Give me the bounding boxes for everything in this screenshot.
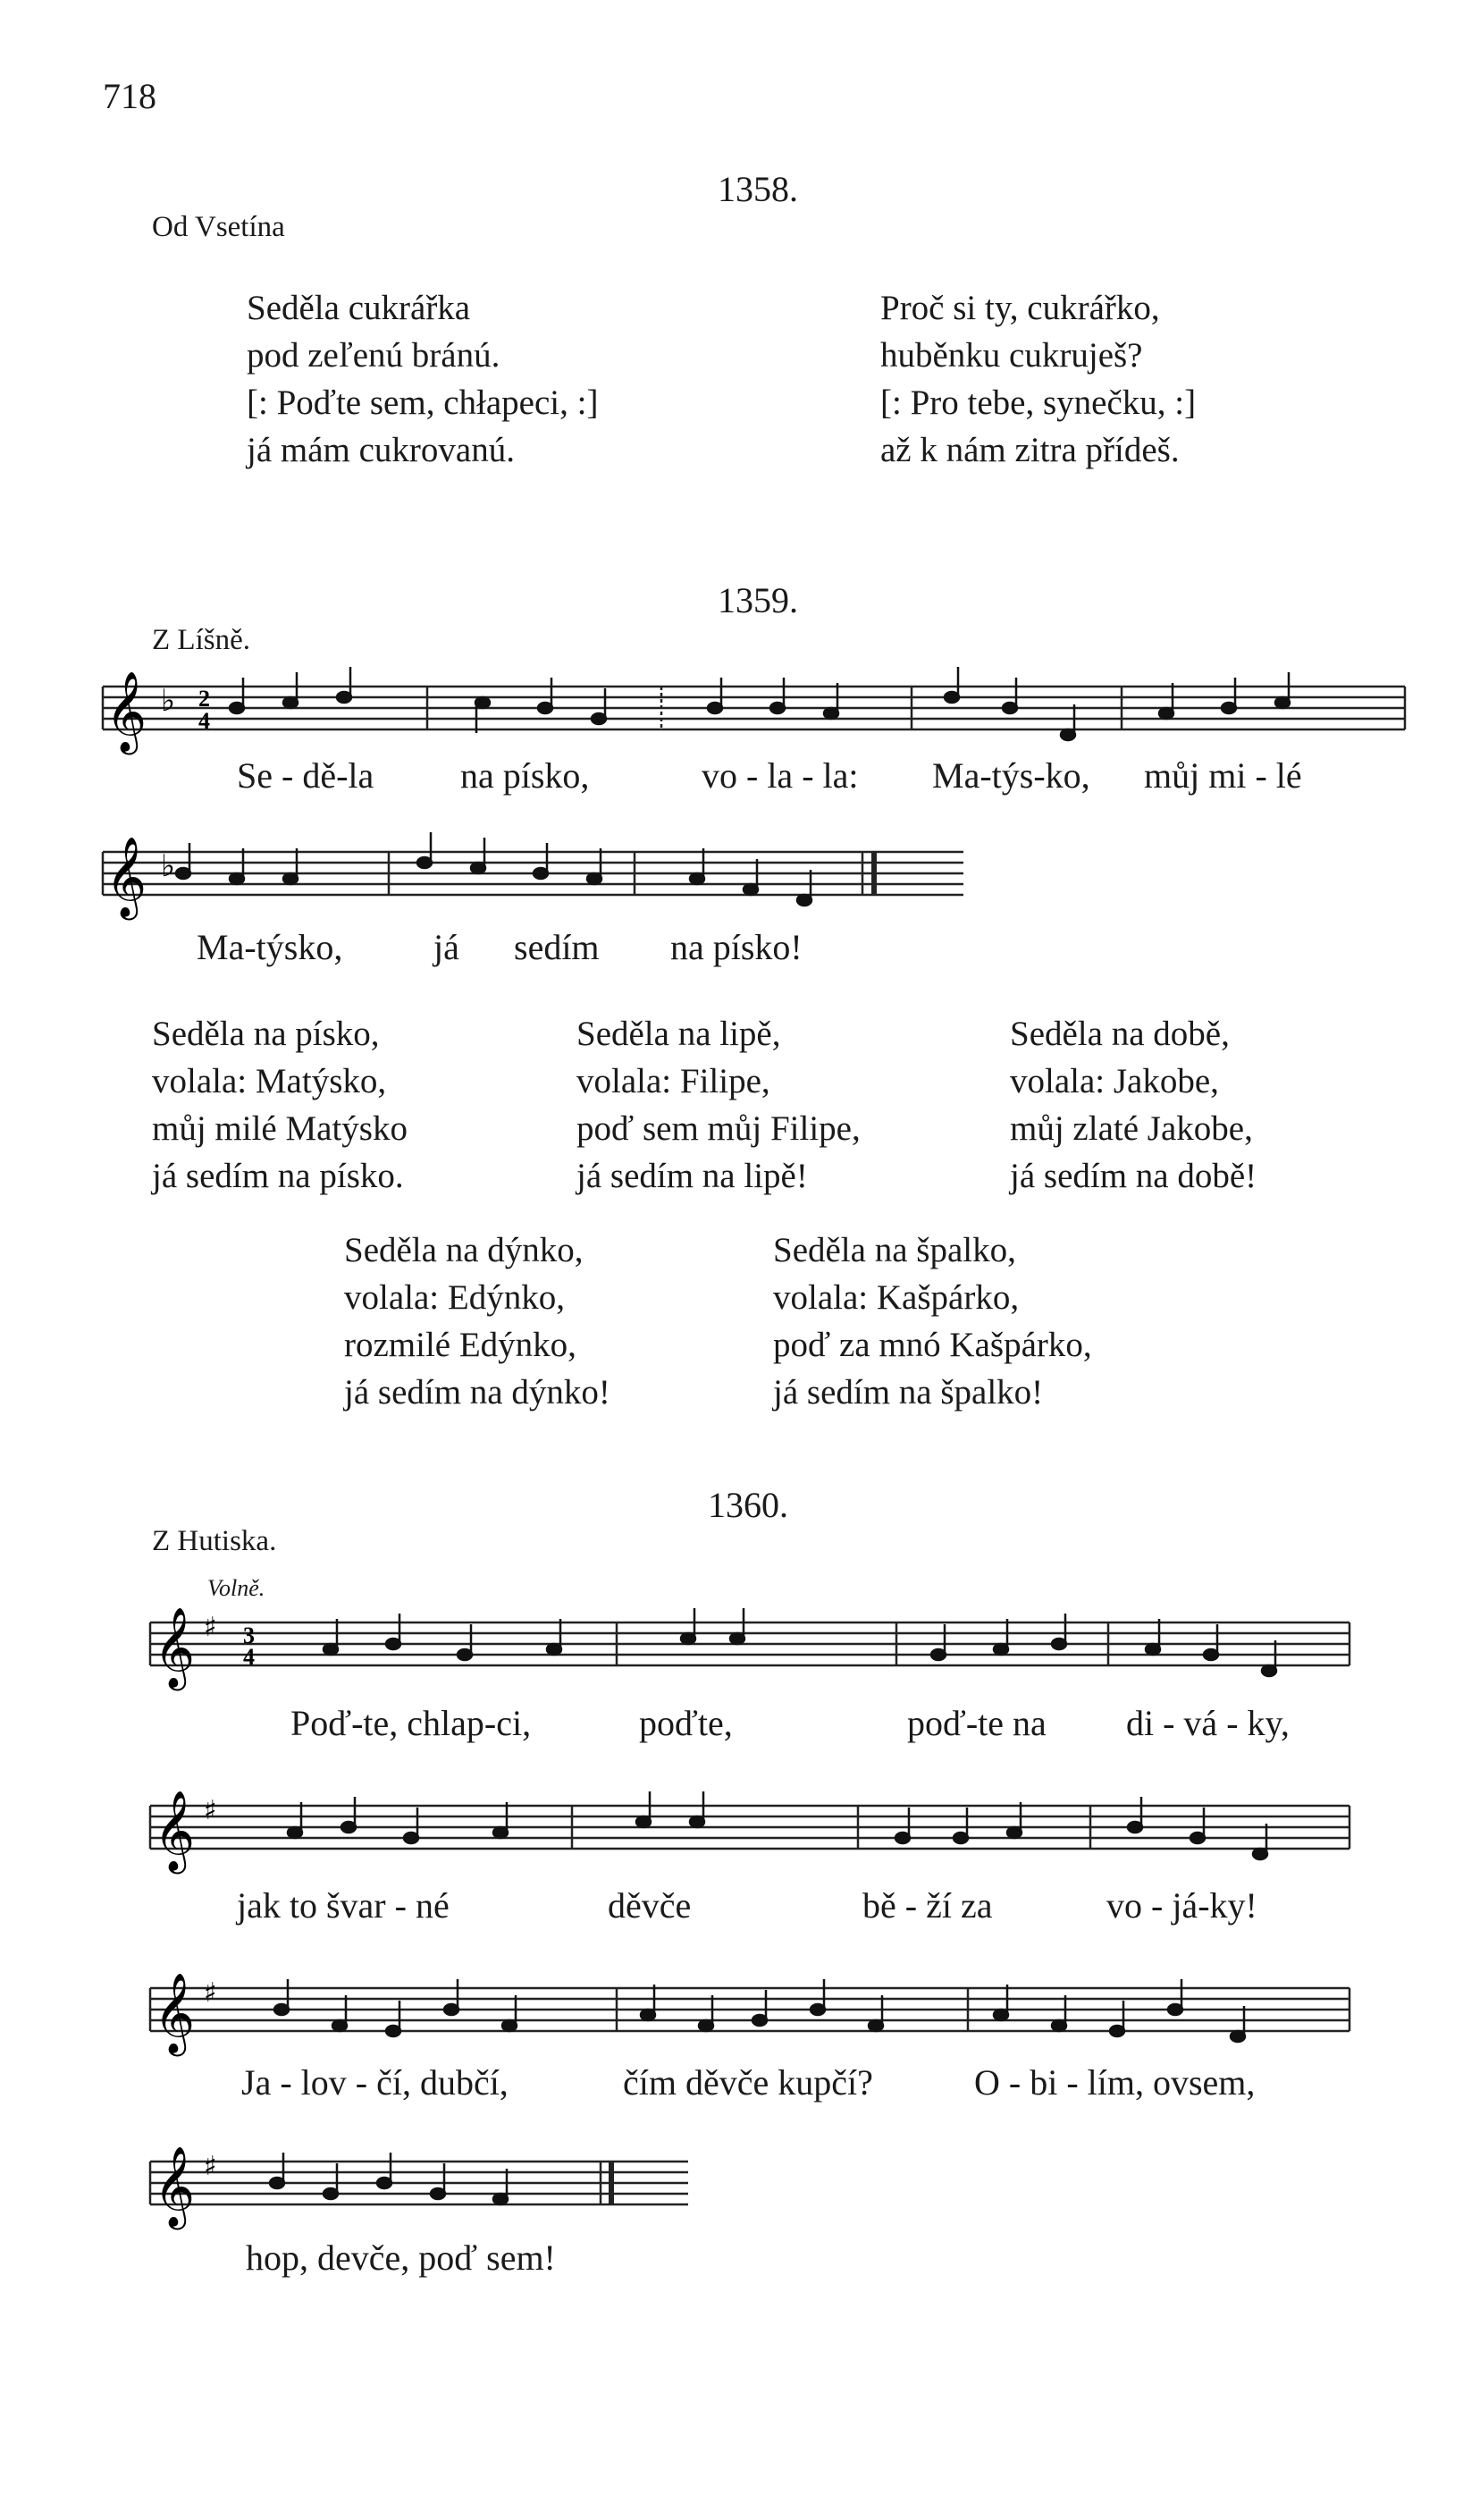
- verse-line: volala: Jakobe,: [1010, 1062, 1219, 1100]
- lyric-word: O - bi - lím, ovsem,: [974, 2062, 1256, 2103]
- verse-line: [: Poďte sem, chłapeci, :]: [247, 383, 599, 422]
- verse-line: pod zeľenú bránú.: [247, 336, 500, 375]
- treble-clef-icon: 𝄞: [154, 1607, 196, 1688]
- treble-clef-icon: 𝄞: [154, 1973, 196, 2053]
- verse-line: volala: Kašpárko,: [773, 1278, 1020, 1317]
- time-signature-top: 2: [198, 686, 210, 712]
- time-signature-top: 3: [243, 1622, 255, 1648]
- lyric-word: Ja - lov - čí, dubčí,: [241, 2062, 509, 2103]
- lyric-word: poď-te na: [907, 1703, 1047, 1743]
- song-origin: Od Vsetína: [152, 211, 285, 243]
- verse-line: já sedím na špalko!: [773, 1373, 1044, 1412]
- lyric-word: vo - já-ky!: [1106, 1885, 1257, 1926]
- lyric-word: Ma-týs-ko,: [932, 755, 1090, 796]
- flat-icon: ♭: [161, 683, 176, 719]
- song-number: 1358.: [718, 169, 798, 209]
- lyric-word: můj mi - lé: [1144, 755, 1302, 796]
- lyric-word: jak to švar - né: [237, 1885, 450, 1926]
- sharp-icon: ♯: [204, 1612, 217, 1643]
- verse-line: Seděla na době,: [1010, 1015, 1230, 1053]
- sharp-icon: ♯: [204, 2151, 217, 2182]
- verse-line: já sedím na době!: [1010, 1157, 1257, 1195]
- verse-line: můj milé Matýsko: [152, 1109, 408, 1148]
- time-signature-bottom: 4: [198, 708, 210, 734]
- treble-clef-icon: 𝄞: [154, 2146, 196, 2227]
- verse-line: volala: Filipe,: [576, 1062, 770, 1100]
- verse-line: Seděla na špalko,: [773, 1231, 1016, 1269]
- treble-clef-icon: 𝄞: [105, 837, 147, 917]
- flat-icon: ♭: [161, 848, 176, 884]
- lyric-word: Se - dě-la: [237, 755, 374, 796]
- lyric-word: děvče: [608, 1885, 692, 1926]
- verse-line: až k nám zitra přídeš.: [880, 431, 1180, 469]
- lyric-word: Ma-týsko,: [197, 927, 343, 967]
- lyric-word: já: [433, 927, 459, 967]
- song-number: 1359.: [718, 580, 798, 620]
- verse-line: já sedím na písko.: [152, 1157, 404, 1195]
- verse-line: já sedím na dýnko!: [344, 1373, 610, 1412]
- lyric-word: di - vá - ky,: [1126, 1703, 1290, 1743]
- verse-line: rozmilé Edýnko,: [344, 1326, 576, 1364]
- verse-line: můj zlaté Jakobe,: [1010, 1109, 1253, 1148]
- sharp-icon: ♯: [204, 1977, 217, 2009]
- tempo-marking: Volně.: [207, 1575, 265, 1601]
- song-origin: Z Hutiska.: [152, 1525, 277, 1557]
- verse-line: Seděla na lipě,: [576, 1015, 781, 1053]
- lyric-word: poďte,: [639, 1703, 733, 1743]
- verse-line: volala: Edýnko,: [344, 1278, 565, 1317]
- lyric-word: čím děvče kupčí?: [623, 2062, 873, 2103]
- lyric-word: sedím: [514, 927, 600, 967]
- treble-clef-icon: 𝄞: [105, 671, 147, 752]
- verse-line: poď za mnó Kašpárko,: [773, 1326, 1092, 1364]
- time-signature-bottom: 4: [243, 1644, 255, 1670]
- verse-line: Seděla cukrářka: [247, 289, 471, 327]
- verse-line: poď sem můj Filipe,: [576, 1109, 861, 1148]
- verse-line: volala: Matýsko,: [152, 1062, 387, 1100]
- lyric-word: vo - la - la:: [702, 755, 859, 796]
- verse-line: já sedím na lipě!: [576, 1157, 808, 1195]
- song-origin: Z Líšně.: [152, 624, 250, 656]
- lyric-word: Poď-te, chlap-ci,: [290, 1703, 532, 1743]
- verse-line: já mám cukrovanú.: [247, 431, 515, 469]
- verse-line: Seděla na písko,: [152, 1015, 380, 1053]
- lyric-word: bě - ží za: [862, 1885, 993, 1926]
- verse-line: Seděla na dýnko,: [344, 1231, 584, 1269]
- lyric-word: na písko,: [460, 755, 590, 796]
- lyric-word: hop, devče, poď sem!: [246, 2238, 556, 2278]
- sharp-icon: ♯: [204, 1795, 217, 1826]
- verse-line: [: Pro tebe, synečku, :]: [880, 383, 1197, 422]
- lyric-word: na písko!: [670, 927, 803, 967]
- treble-clef-icon: 𝄞: [154, 1791, 196, 1871]
- verse-line: huběnku cukruješ?: [880, 336, 1143, 375]
- song-number: 1360.: [708, 1485, 788, 1525]
- verse-line: Proč si ty, cukrářko,: [880, 289, 1160, 327]
- page-number: 718: [103, 76, 156, 116]
